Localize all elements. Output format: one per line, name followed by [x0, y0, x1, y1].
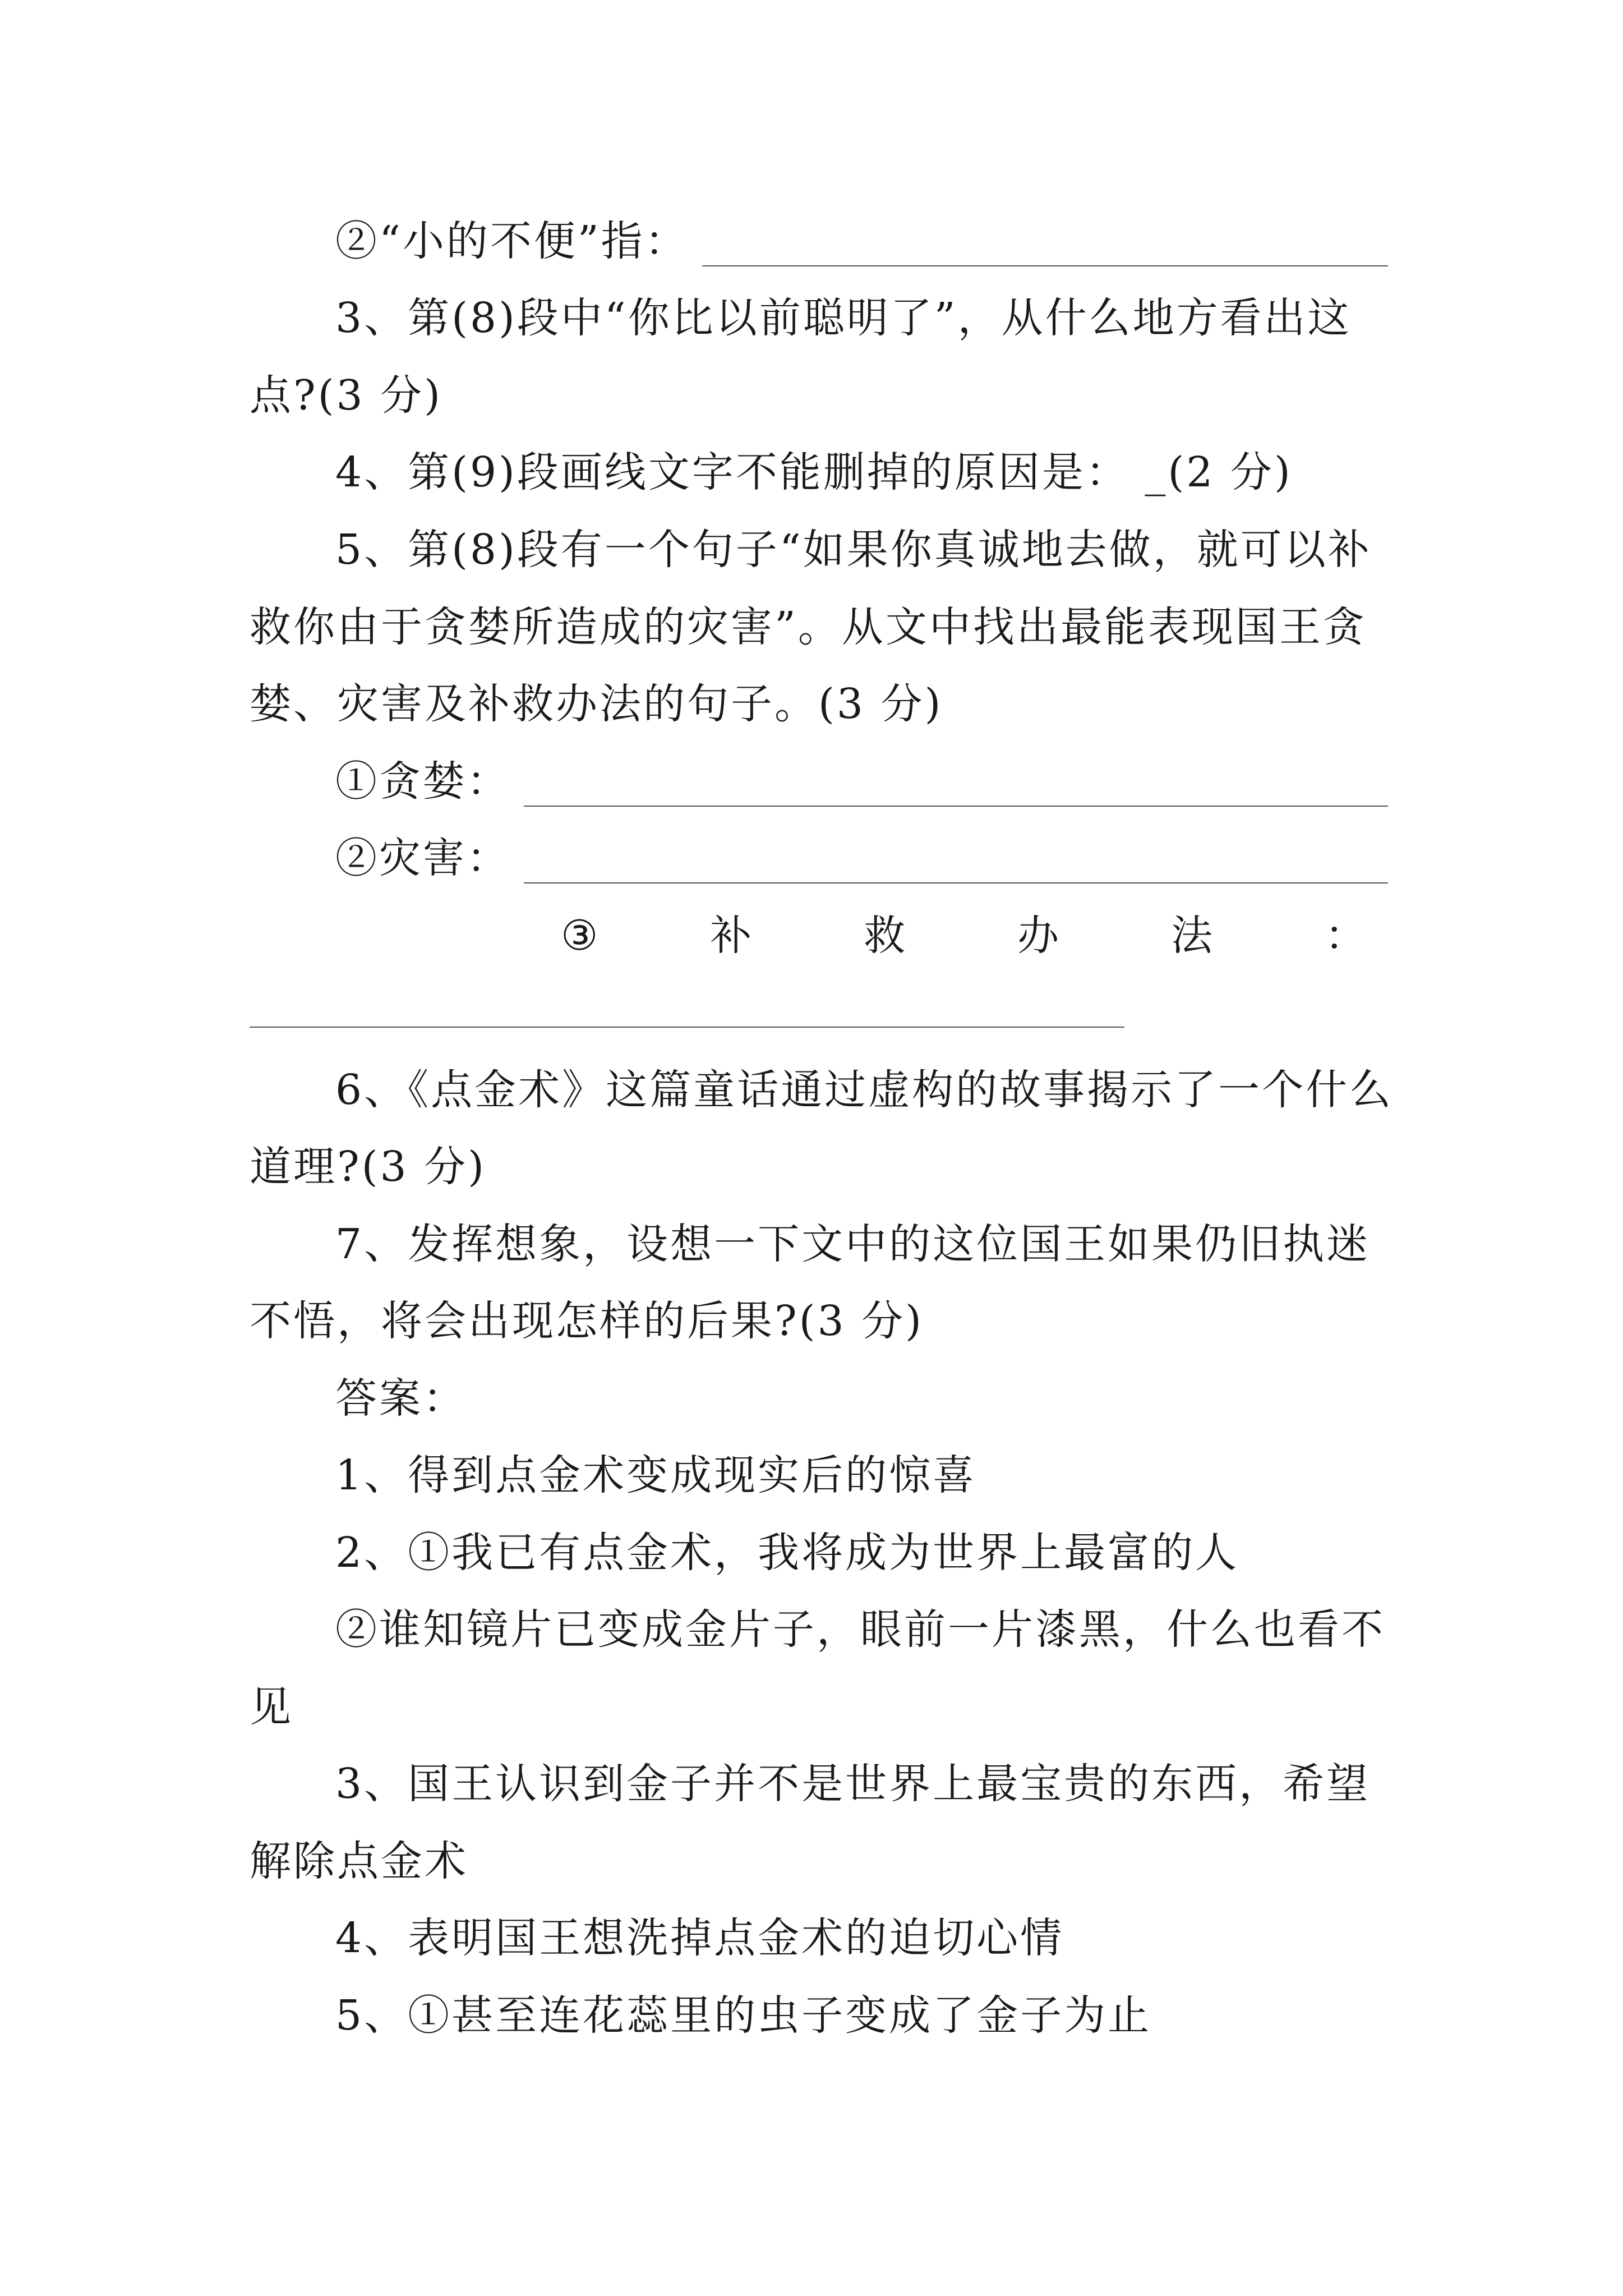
question-5-line-1: 5、第(8)段有一个句子“如果你真诚地去做，就可以补 [335, 526, 1372, 574]
question-3-line-2: 点?(3 分) [250, 371, 443, 420]
question-6-line-1: 6、《点金术》这篇童话通过虚构的故事揭示了一个什么 [335, 1066, 1394, 1114]
question-3-line-1: 3、第(8)段中“你比以前聪明了”，从什么地方看出这 [335, 294, 1352, 342]
item-3-char: ： [1324, 912, 1368, 960]
question-5-item-2-label: ②灾害： [335, 834, 510, 882]
item-3-char: ③ [561, 912, 601, 960]
item-3-char: 救 [864, 912, 908, 960]
answer-3-line-1: 3、国王认识到金子并不是世界上最宝贵的东西，希望 [335, 1760, 1371, 1808]
answer-2-line-1: 2、①我已有点金术，我将成为世界上最富的人 [335, 1529, 1239, 1577]
question-4: 4、第(9)段画线文字不能删掉的原因是： _(2 分) [335, 448, 1293, 496]
question-5-item-1 [335, 756, 1388, 807]
question-7-line-2: 不悟，将会出现怎样的后果?(3 分) [250, 1297, 924, 1345]
question-7-line-1: 7、发挥想象，设想一下文中的这位国王如果仍旧执迷 [335, 1220, 1371, 1268]
answer-2-line-2: ②谁知镜片已变成金片子，眼前一片漆黑，什么也看不 [335, 1605, 1385, 1654]
answer-blank [524, 770, 1388, 807]
answer-blank [250, 1027, 1124, 1028]
item-3-char: 补 [710, 912, 754, 960]
question-5-item-2 [335, 833, 1388, 884]
answer-1: 1、得到点金术变成现实后的惊喜 [335, 1451, 977, 1499]
question-6-line-2: 道理?(3 分) [250, 1143, 487, 1191]
question-2-item-2 [335, 216, 1388, 266]
item-3-char: 办 [1017, 912, 1062, 960]
answer-blank [524, 846, 1388, 884]
question-5-item-1-label: ①贪婪： [335, 757, 510, 806]
answer-heading: 答案： [335, 1374, 467, 1423]
answer-blank [702, 229, 1388, 266]
question-2-item-2-label: ②“小的不便”指： [335, 217, 689, 265]
answer-3-line-2: 解除点金术 [250, 1837, 468, 1885]
item-3-char: 法 [1171, 912, 1215, 960]
answer-5-line-1: 5、①甚至连花蕊里的虫子变成了金子为止 [335, 1991, 1152, 2040]
question-5-item-3 [561, 910, 1368, 961]
answer-2-line-3: 见 [250, 1683, 293, 1731]
question-5-line-2: 救你由于贪婪所造成的灾害”。从文中找出最能表现国王贪 [250, 603, 1367, 651]
question-5-line-3: 婪、灾害及补救办法的句子。(3 分) [250, 680, 943, 728]
answer-4: 4、表明国王想洗掉点金术的迫切心情 [335, 1914, 1064, 1962]
